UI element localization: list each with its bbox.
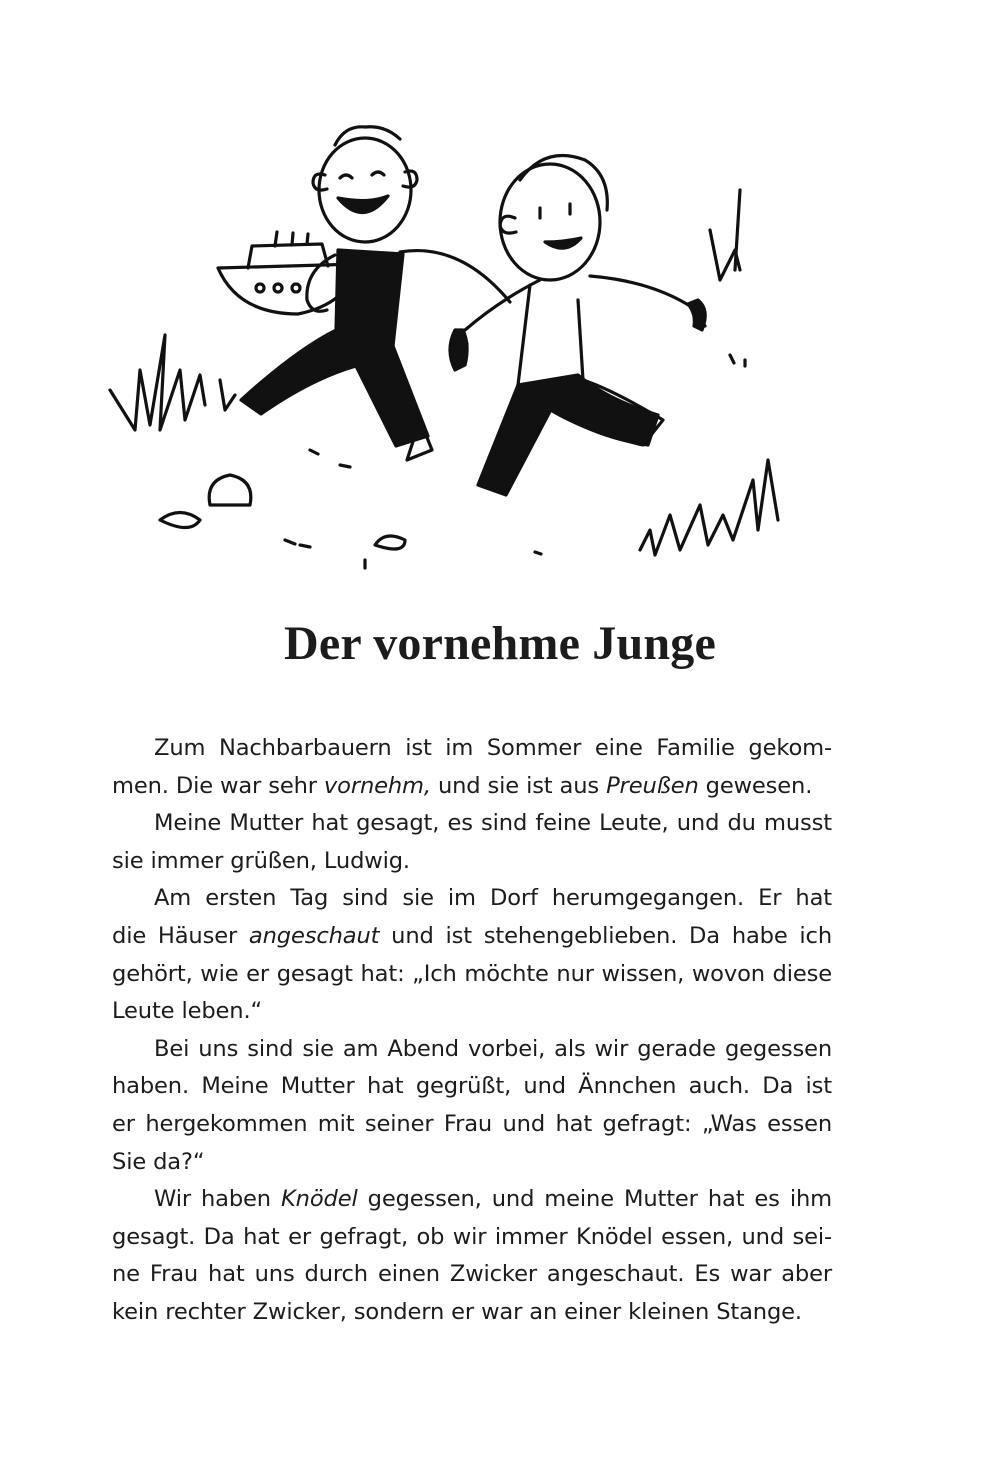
text-line: Zum Nachbarbauern ist im Sommer eine Familie gekom-: [154, 735, 832, 761]
paragraph: [112, 1181, 832, 1331]
text-line: men. Die war sehr vornehm, und sie ist aus Preußen gewesen.: [112, 772, 813, 799]
text-line: ne Frau hat uns durch einen Zwicker angeschaut. Es war aber: [112, 1261, 832, 1288]
paragraph: [112, 730, 832, 805]
text-line: die Häuser angeschaut und ist stehengeblieben. Da habe ich: [112, 922, 833, 949]
text-line: Leute leben.“: [112, 998, 263, 1025]
emphasis: Preußen: [606, 772, 699, 799]
text-line: sie immer grüßen, Ludwig.: [112, 847, 410, 874]
page-title: Der vornehme Junge: [284, 617, 716, 670]
text-line: haben. Meine Mutter hat gegrüßt, und Ännchen auch. Da ist: [112, 1073, 832, 1100]
text-line: Sie da?“: [112, 1148, 205, 1175]
text-line: Wir haben Knödel gegessen, und meine Mutter hat es ihm: [154, 1186, 832, 1213]
rock-icon: [209, 475, 251, 505]
right-boy-head-icon: [500, 164, 600, 280]
story-text: [112, 730, 832, 1332]
paragraph: [112, 1031, 832, 1181]
emphasis: vornehm,: [323, 772, 431, 799]
text-line: er hergekommen mit seiner Frau und hat gefragt: „Was essen: [112, 1110, 832, 1137]
text-line: gehört, wie er gesagt hat: „Ich möchte nur wissen, wovon diese: [112, 960, 832, 987]
two-boys-running-drawing-icon: [100, 120, 840, 590]
text-line: kein rechter Zwicker, sondern er war an einer kleinen Stange.: [112, 1298, 802, 1325]
paragraph: [112, 880, 832, 1030]
text-line: gesagt. Da hat er gefragt, ob wir immer Knödel essen, und sei-: [112, 1223, 832, 1250]
emphasis: Knödel: [281, 1186, 358, 1213]
text-line: Meine Mutter hat gesagt, es sind feine Leute, und du musst: [154, 810, 832, 837]
text-line: Am ersten Tag sind sie im Dorf herumgegangen. Er hat: [154, 885, 832, 912]
left-boy-head-icon: [319, 138, 411, 242]
emphasis: angeschaut: [248, 922, 380, 949]
paragraph: [112, 805, 832, 880]
text-line: Bei uns sind sie am Abend vorbei, als wir gerade gegessen: [154, 1035, 832, 1062]
